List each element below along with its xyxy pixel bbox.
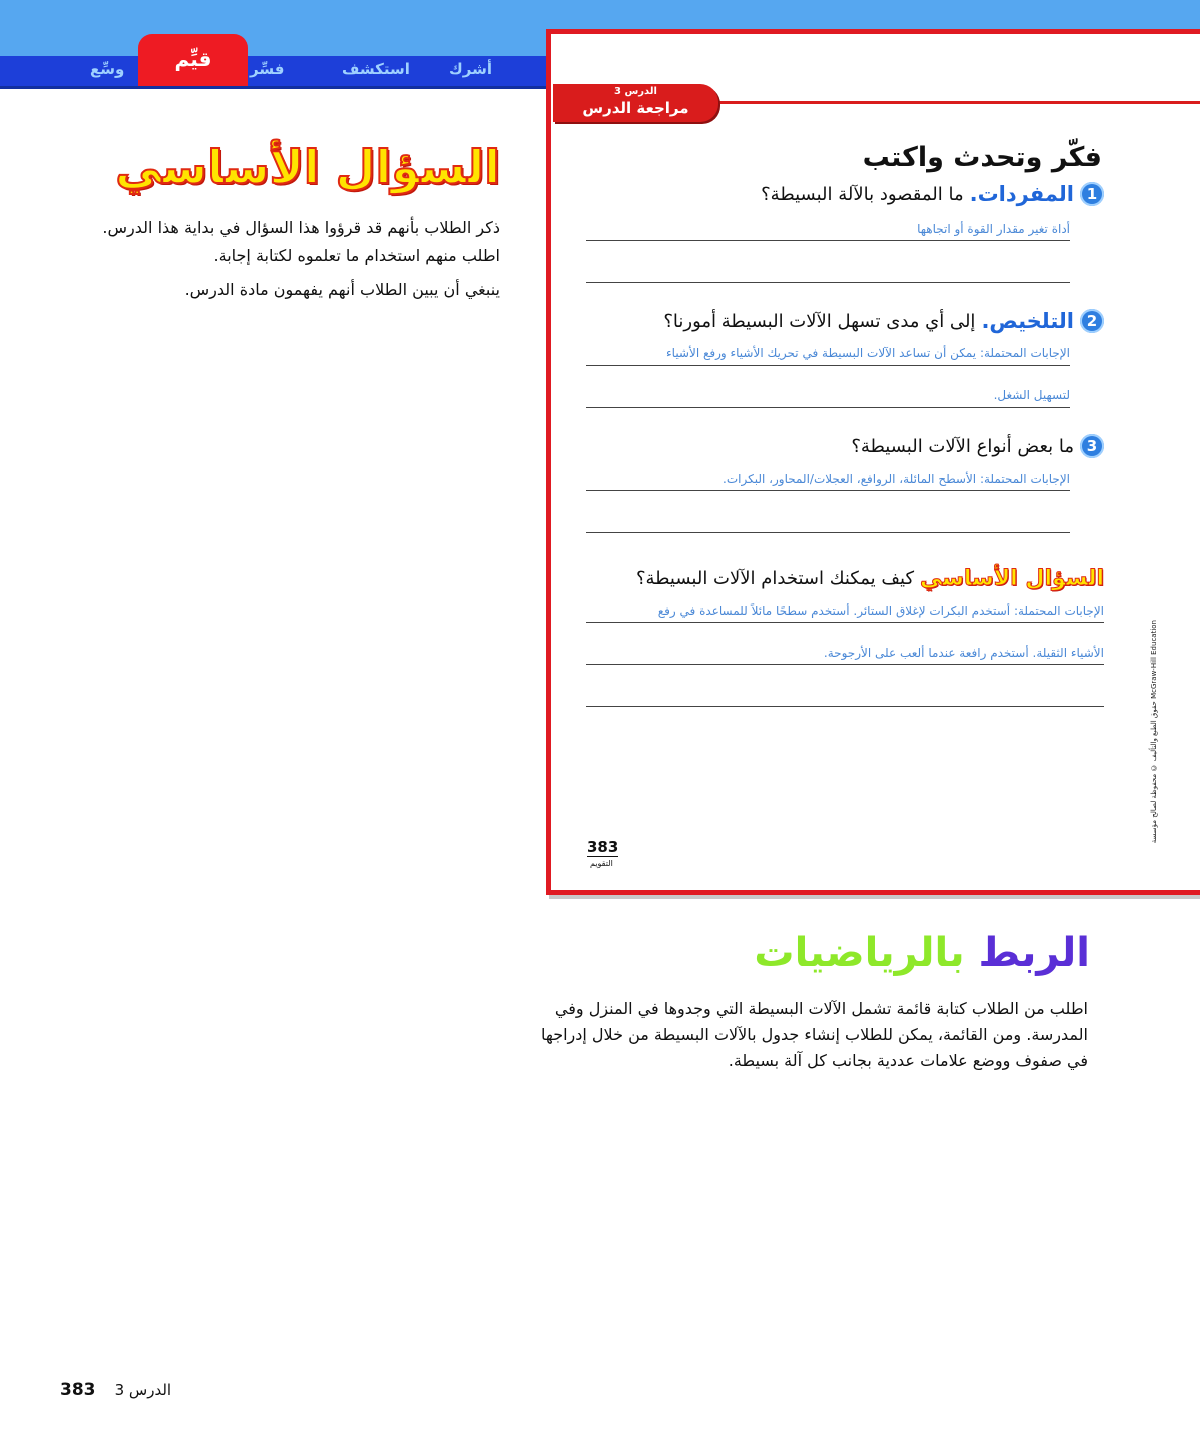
essential-question	[636, 566, 1104, 591]
teacher-note-paragraph-1: ذكر الطلاب بأنهم قد قرؤوا هذا السؤال في بداية هذا الدرس. اطلب منهم استخدام ما تعلموه لكتابة إجابة.	[102, 218, 500, 265]
question-2	[663, 309, 1104, 333]
question-text: إلى أي مدى تسهل الآلات البسيطة أمورنا؟	[663, 310, 976, 332]
lesson-review-tab	[553, 84, 718, 122]
question-keyword: التلخيص.	[981, 309, 1074, 333]
nav-explain[interactable]: فسِّر	[250, 60, 285, 78]
answer-rule	[586, 490, 1070, 491]
footer-lesson-word: الدرس	[128, 1381, 172, 1399]
nav-engage[interactable]: أشرك	[449, 60, 492, 78]
question-1	[761, 182, 1104, 206]
footer-lesson-number: 3	[114, 1381, 125, 1399]
essential-question-label: السؤال الأساسي	[920, 566, 1104, 591]
copyright-notice	[1150, 620, 1168, 850]
answer-rule	[586, 532, 1070, 533]
footer-page-number: 383	[60, 1380, 96, 1400]
answer-line-text: الإجابات المحتملة: الأسطح المائلة، الروافع، العجلات/المحاور، البكرات.	[723, 472, 1070, 486]
essential-question-text: كيف يمكنك استخدام الآلات البسيطة؟	[635, 568, 915, 589]
question-number-badge: 2	[1080, 309, 1104, 333]
answer-rule	[586, 407, 1070, 408]
answer-line-text: أداة تغير مقدار القوة أو اتجاهها	[917, 222, 1070, 236]
math-connection-text: اطلب من الطلاب كتابة قائمة تشمل الآلات البسيطة التي وجدوها في المنزل وفي المدرسة. ومن القائمة، يمكن للطلاب إنشاء جدول بالآلات البسيطة من خلال إدراجها في صفوف ووضع علامات عددية بجانب كل آلة بسيطة.	[540, 999, 1088, 1070]
lesson-cycle-nav	[0, 56, 548, 89]
nav-evaluate-active-tab[interactable]: قيِّم	[138, 34, 248, 86]
math-connection-heading	[754, 930, 1090, 976]
math-heading-word-2: بالرياضيات	[754, 930, 965, 976]
question-3	[851, 434, 1104, 458]
copyright-text: حقوق الطبع والتأليف © محفوظة لصالح مؤسسة McGraw-Hill Education	[1150, 620, 1158, 844]
answer-line-text: الأشياء الثقيلة. أستخدم رافعة عندما ألعب على الأرجوحة.	[823, 646, 1104, 660]
question-text: ما بعض أنواع الآلات البسيطة؟	[851, 435, 1074, 457]
math-heading-word-1: الربط	[978, 930, 1090, 976]
question-number-badge: 1	[1080, 182, 1104, 206]
answer-line-text: الإجابات المحتملة: يمكن أن تساعد الآلات البسيطة في تحريك الأشياء ورفع الأشياء	[666, 346, 1070, 360]
answer-rule	[586, 664, 1104, 665]
question-number-badge: 3	[1080, 434, 1104, 458]
student-page-number: 383	[587, 838, 619, 856]
answer-line-text: الإجابات المحتملة: أستخدم البكرات لإغلاق الستائر. أستخدم سطحًا مائلاً للمساعدة في رفع	[657, 604, 1104, 618]
question-keyword: المفردات.	[969, 182, 1074, 206]
nav-explore[interactable]: استكشف	[342, 60, 410, 78]
section-title: فكّر وتحدث واكتب	[862, 142, 1102, 173]
answer-rule	[586, 365, 1070, 366]
lesson-tab-title: مراجعة الدرس	[582, 99, 689, 117]
student-page-label: التقويم	[590, 859, 613, 868]
answer-rule	[586, 706, 1104, 707]
lesson-tab-rule	[718, 101, 1200, 104]
teacher-note-paragraph-2: ينبغي أن يبين الطلاب أنهم يفهمون مادة الدرس.	[184, 280, 500, 299]
essential-question-heading: السؤال الأساسي	[115, 140, 500, 194]
nav-extend[interactable]: وسِّع	[90, 60, 125, 78]
question-text: ما المقصود بالآلة البسيطة؟	[761, 183, 964, 205]
page-footer	[60, 1380, 171, 1400]
answer-rule	[586, 240, 1070, 241]
answer-rule	[586, 282, 1070, 283]
answer-rule	[586, 622, 1104, 623]
answer-line-text: لتسهيل الشغل.	[993, 388, 1070, 402]
lesson-tab-number: الدرس 3	[614, 86, 657, 97]
